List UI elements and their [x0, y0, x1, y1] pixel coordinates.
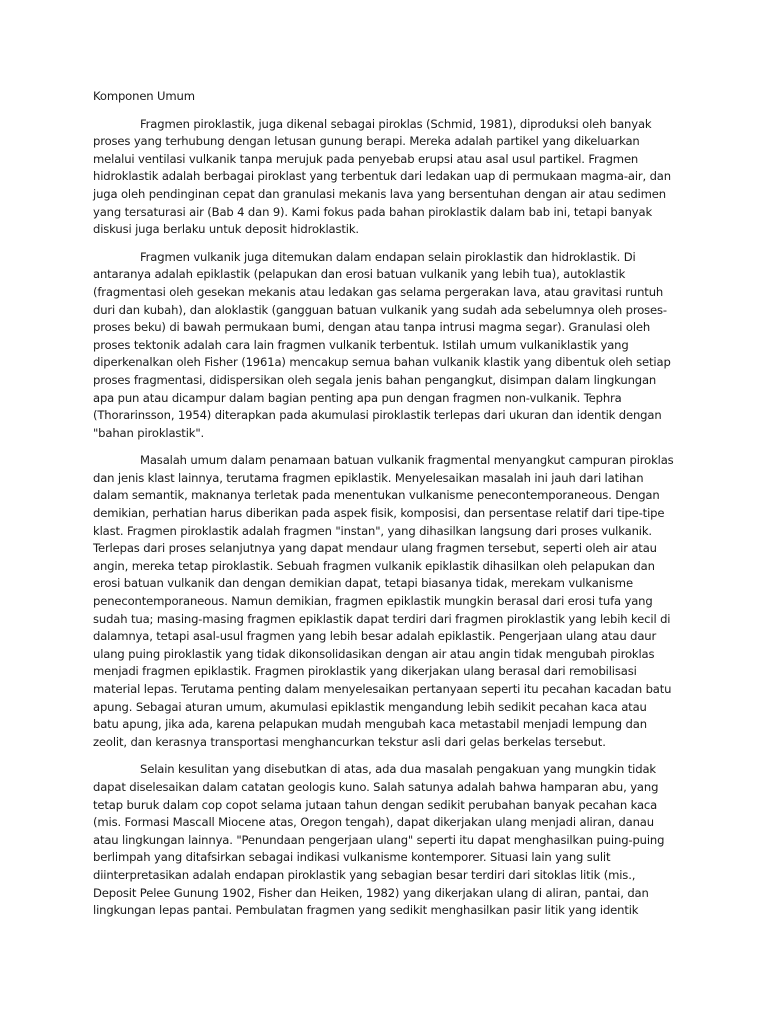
paragraph-1: Fragmen piroklastik, juga dikenal sebagai piroklas (Schmid, 1981), diproduksi oleh banyak proses yang terhubung dengan letusan gunung berapi. Mereka adalah partikel yang dikeluarkan melalui ventilasi vulkanik tanpa merujuk pada penyebab erupsi atau asal usul partikel. Fragmen hidroklastik adalah berbagai piroklast yang terbentuk dari ledakan uap di permukaan magma-air, dan juga oleh pendinginan cepat dan granulasi mekanis lava yang bersentuhan dengan air atau sedimen yang tersaturasi air (Bab 4 dan 9). Kami fokus pada bahan piroklastik dalam bab ini, tetapi banyak diskusi juga berlaku untuk deposit hidroklastik.	[93, 116, 671, 237]
paragraph-2: Fragmen vulkanik juga ditemukan dalam endapan selain piroklastik dan hidroklastik. Di antaranya adalah epiklastik (pelapukan dan erosi batuan vulkanik yang lebih tua), autoklastik (fragmentasi oleh gesekan mekanis atau ledakan gas selama pergerakan lava, atau gravitasi runtuh duri dan kubah), dan aloklastik (gangguan batuan vulkanik yang sudah ada sebelumnya oleh proses-proses beku) di bawah permukaan bumi, dengan atau tanpa intrusi magma segar). Granulasi oleh proses tektonik adalah cara lain fragmen vulkanik terbentuk. Istilah umum vulkaniklastik yang diperkenalkan oleh Fisher (1961a) mencakup semua bahan vulkanik klastik yang dibentuk oleh setiap proses fragmentasi, didispersikan oleh segala jenis bahan pengangkut, disimpan dalam lingkungan apa pun atau dicampur dalam bagian penting apa pun dengan fragmen non-vulkanik. Tephra (Thorarinsson, 1954) diterapkan pada akumulasi piroklastik terlepas dari ukuran dan identik dengan "bahan piroklastik".	[93, 249, 671, 440]
paragraph-4: Selain kesulitan yang disebutkan di atas, ada dua masalah pengakuan yang mungkin tidak dapat diselesaikan dalam catatan geologis kuno. Salah satunya adalah bahwa hamparan abu, yang tetap buruk dalam cop copot selama jutaan tahun dengan sedikit perubahan banyak pecahan kaca (mis. Formasi Mascall Miocene atas, Oregon tengah), dapat dikerjakan ulang menjadi aliran, danau atau lingkungan lainnya. "Penundaan pengerjaan ulang" seperti itu dapat menghasilkan puing-puing berlimpah yang ditafsirkan sebagai indikasi vulkanisme kontemporer. Situasi lain yang sulit diinterpretasikan adalah endapan piroklastik yang sebagian besar terdiri dari sitoklas litik (mis., Deposit Pelee Gunung 1902, Fisher dan Heiken, 1982) yang dikerjakan ulang di aliran, pantai, dan lingkungan lepas pantai. Pembulatan fragmen yang sedikit menghasilkan pasir litik yang identik	[93, 762, 665, 918]
paragraph-3: Masalah umum dalam penamaan batuan vulkanik fragmental menyangkut campuran piroklas dan jenis klast lainnya, terutama fragmen epiklastik. Menyelesaikan masalah ini jauh dari latihan dalam semantik, maknanya terletak pada menentukan vulkanisme penecontemporaneous. Dengan demikian, perhatian harus diberikan pada aspek fisik, komposisi, dan persentase relatif dari tipe-tipe klast. Fragmen piroklastik adalah fragmen "instan", yang dihasilkan langsung dari proses vulkanik. Terlepas dari proses selanjutnya yang dapat mendaur ulang fragmen tersebut, seperti oleh air atau angin, mereka tetap piroklastik. Sebuah fragmen vulkanik epiklastik dihasilkan oleh pelapukan dan erosi batuan vulkanik dan dengan demikian dapat, tetapi biasanya tidak, merekam vulkanisme penecontemporaneous. Namun demikian, fragmen epiklastik mungkin berasal dari erosi tufa yang sudah tua; masing-masing fragmen epiklastik dapat terdiri dari fragmen piroklastik yang lebih kecil di dalamnya, tetapi asal-usul fragmen yang lebih besar adalah epiklastik. Pengerjaan ulang atau daur ulang puing piroklastik yang tidak dikonsolidasikan dengan air atau angin tidak mengubah piroklas menjadi fragmen epiklastik. Fragmen piroklastik yang dikerjakan ulang berasal dari remobilisasi material lepas. Terutama penting dalam menyelesaikan pertanyaan seperti itu pecahan kacadan batu apung. Sebagai aturan umum, akumulasi epiklastik mengandung lebih sedikit pecahan kaca atau batu apung, jika ada, karena pelapukan mudah mengubah kaca metastabil menjadi lempung dan zeolit, dan kerasnya transportasi menghancurkan tekstur asli dari gelas berkelas tersebut.	[93, 453, 674, 749]
section-heading: Komponen Umum	[93, 89, 195, 103]
document-body	[93, 88, 675, 930]
